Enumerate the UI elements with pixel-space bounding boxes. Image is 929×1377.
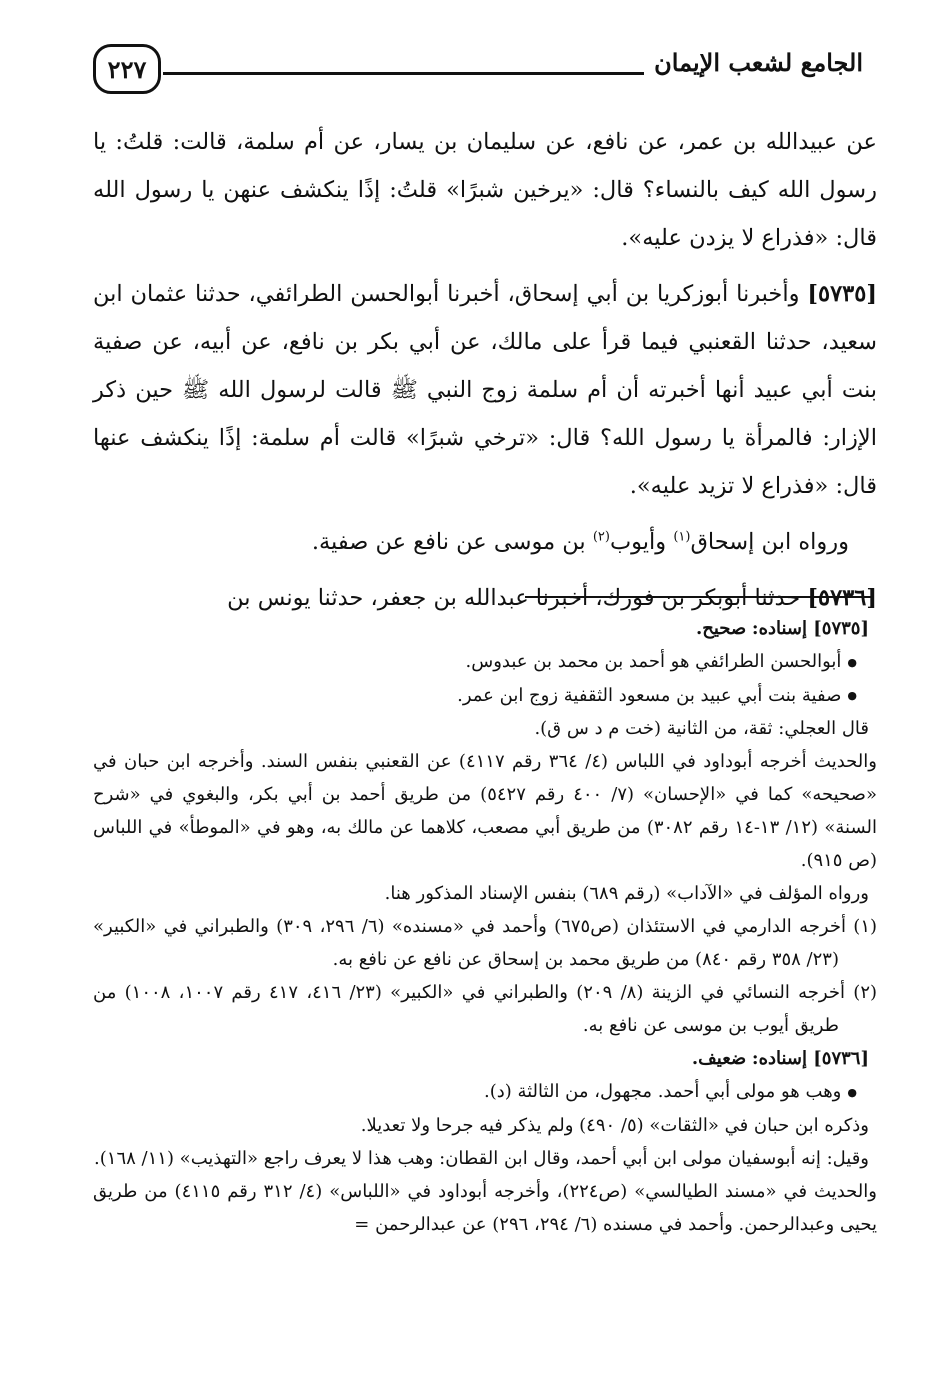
paragraph-5735-text: وأخبرنا أبوزكريا بن أبي إسحاق، أخبرنا أبوالحسن الطرائفي، حدثنا عثمان ابن سعيد، حدثنا القعنبي فيما قرأ على مالك، عن أبي بكر بن نافع، عن أبيه، عن صفية بنت أبي عبيد أنها أخبرته أن أم سلمة زوج النبي ﷺ قالت لرسول الله ﷺ حين ذكر الإزار: فالمرأة يا رسول الله؟ قال: «ترخي شبرًا» قالت أم سلمة: إذًا ينكشف عنها قال: «فذراع لا تزيد عليه». [93,281,877,499]
hadith-number-5736: [٥٧٣٦] [807,585,877,611]
note-takhrij-5735: والحديث أخرجه أبوداود في اللباس (٤/ ٣٦٤ رقم ٤١١٧) عن القعنبي بنفس السند. وأخرجه ابن حبان في «صحيحه» كما في «الإحسان» (٧/ ٤٠٠ رقم ٥٤٢٧) من طريق أحمد بن أبي بكر، والبغوي في «شرح السنة» (١٢/ ١٣-١٤ رقم ٣٠٨٢) من طريق أبي مصعب، كلاهما عن مالك به، وهو في «الموطأ» في اللباس (ص ٩١٥). [93,751,877,871]
header-rule [163,72,671,75]
riwayah-text-a: ورواه ابن إسحاق [690,529,849,555]
note-isnad-grade-2: ضعيف. [691,1048,747,1069]
footnote-ref-1: (١) [673,529,691,545]
note-qil: وقيل: إنه أبوسفيان مولى ابن أبي أحمد، وقال ابن القطان: وهب هذا لا يعرف راجع «التهذيب» (١١/ ١٦٨). [94,1147,869,1169]
paragraph-1: عن عبيدالله بن عمر، عن نافع، عن سليمان بن يسار، عن أم سلمة، قالت: قلتُ: يا رسول الله كيف بالنساء؟ قال: «يرخين شبرًا» قلتُ: إذًا ينكشف عنهن يا رسول الله قال: «فذراع لا يزدن عليه». [93,129,877,251]
riwayah-text-b: وأيوب [609,529,674,555]
hadith-number-5735: [٥٧٣٥] [807,281,878,307]
paragraph-5736-text: حدثنا أبوبكر بن فورك، أخبرنا عبدالله بن جعفر، حدثنا يونس بن [227,585,801,611]
page-header [93,38,871,108]
note-isnad-grade: صحيح. [695,618,747,639]
paragraph-riwayah [93,518,877,566]
page-number-box [93,44,161,94]
footnote-2: (٢) أخرجه النسائي في الزينة (٨/ ٢٠٩) والطبراني في «الكبير» (٢٣/ ٤١٦، ٤١٧ رقم ١٠٠٧، ١٠٠٨) من طريق أيوب بن موسى عن نافع به. [93,982,878,1036]
note-adab: ورواه المؤلف في «الآداب» (رقم ٦٨٩) بنفس الإسناد المذكور هنا. [384,883,869,904]
note-thiqat: وذكره ابن حبان في «الثقات» (٥/ ٤٩٠) ولم يذكر فيه جرحا ولا تعديلا. [360,1114,869,1136]
paragraph-5735 [93,270,877,510]
note-isnad-5735 [93,612,877,645]
note-isnad-label: [٥٧٣٥] إسناده: [751,618,869,639]
note-isnad-5736 [93,1042,877,1075]
riwayah-text-c: بن موسى عن نافع عن صفية. [311,529,593,555]
running-title: الجامع لشعب الإيمان [644,48,863,77]
footnotes [93,612,877,1241]
note-bullet-1: ● أبوالحسن الطرائفي هو أحمد بن محمد بن عبدوس. [93,645,877,679]
note-ijli: قال العجلي: ثقة، من الثانية (خت م د س ق). [534,718,869,739]
main-text [93,118,877,622]
note-bullet-2: ● صفية بنت أبي عبيد بن مسعود الثقفية زوج ابن عمر. [93,679,877,713]
footnote-separator [525,596,873,598]
note-takhrij-5736: والحديث في «مسند الطيالسي» (ص٢٢٤)، وأخرجه أبوداود في «اللباس» (٤/ ٣١٢ رقم ٤١١٥) من طريق يحيى وعبدالرحمن. وأحمد في مسنده (٦/ ٢٩٤، ٢٩٦) عن عبدالرحمن = [93,1180,877,1235]
page-number: ٢٢٧ [107,54,147,84]
footnote-ref-2: (٢) [592,529,610,545]
note-bullet-3: ● وهب هو مولى أبي أحمد. مجهول، من الثالثة (د). [93,1075,877,1109]
note-isnad-label-2: [٥٧٣٦] إسناده: [751,1048,869,1069]
footnote-1: (١) أخرجه الدارمي في الاستئذان (ص٦٧٥) وأحمد في «مسنده» (٦/ ٢٩٦، ٣٠٩) والطبراني في «الكبير» (٢٣/ ٣٥٨ رقم ٨٤٠) من طريق محمد بن إسحاق عن نافع عن نافع به. [93,916,878,970]
